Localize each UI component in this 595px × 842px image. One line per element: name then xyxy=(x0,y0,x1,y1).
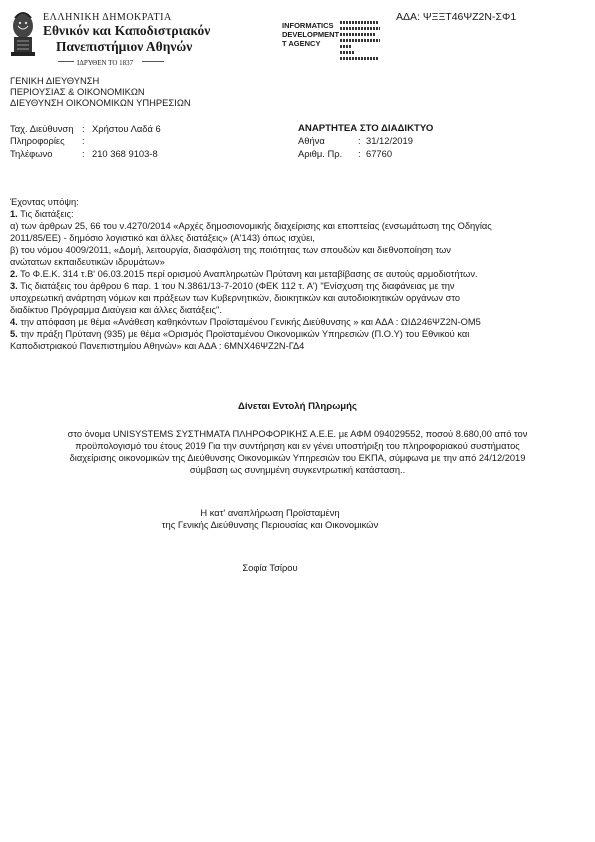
info-label: Πληροφορίες xyxy=(10,135,65,146)
payment-line: προϋπολογισμό του έτους 2019 Για την συντήρηση και εν γένει υποστήριξη του πληροφοριακού συστήματος xyxy=(75,441,520,451)
phone-value: 210 368 9103-8 xyxy=(92,148,158,159)
legal-basis-section xyxy=(10,196,590,352)
informatics-fine-print xyxy=(340,21,380,63)
department-line: ΓΕΝΙΚΗ ΔΙΕΥΘΥΝΣΗ xyxy=(10,75,100,86)
clause-number: 1. xyxy=(10,209,18,219)
payment-order-title: Δίνεται Εντολή Πληρωμής xyxy=(237,401,358,412)
clause-number: 4. xyxy=(10,317,18,327)
clause-number: 3. xyxy=(10,281,18,291)
phone-separator: : xyxy=(82,148,85,159)
payment-line: διαχείρισης οικονομικών της Διεύθυνσης Οικονομικών Υπηρεσιών του ΕΚΠΑ, σύμφωνα με την από 24/12/2019 xyxy=(69,453,526,463)
signatory-name: Σοφία Τσίρου xyxy=(242,562,298,573)
clause-text: την πράξη Πρύτανη (935) με θέμα «Ορισμός Προϊσταμένου Οικονομικών Υπηρεσιών (Π.Ο.Υ) του Εθνικού και xyxy=(17,329,470,339)
clause-5-line: Καποδιστριακού Πανεπιστημίου Αθηνών» και ΑΔΑ : 6ΜΝΧ46ΨΖ2Ν-ΓΔ4 xyxy=(10,341,305,351)
clause-3 xyxy=(10,280,590,292)
payment-line: στο όνομα UNISYSTEMS ΣΥΣΤΗΜΑΤΑ ΠΛΗΡΟΦΟΡΙΚΗΣ Α.Ε.Ε. με ΑΦΜ 094029552, ποσού 8.680,00 από τον xyxy=(67,429,528,439)
founded-rule-right xyxy=(142,61,164,62)
signatory-department: της Γενικής Διεύθυνσης Περιουσίας και Οικονομικών xyxy=(161,519,379,530)
clause-text: Το Φ.Ε.Κ. 314 τ.Β' 06.03.2015 περί ορισμού Αναπληρωτών Πρύτανη και μεταβίβασης σε αυτούς αρμοδιοτήτων. xyxy=(17,269,478,279)
clause-1b-line: ανώτατων εκπαιδευτικών ιδρυμάτων» xyxy=(10,257,165,267)
city-separator: : xyxy=(358,135,361,146)
protocol-label: Αριθμ. Πρ. xyxy=(298,148,343,159)
address-label: Ταχ. Διεύθυνση xyxy=(10,123,74,134)
clause-1a-line: 2011/85/ΕΕ) - δημόσιο λογιστικό και άλλες διατάξεις» (Α'143) όπως ισχύει, xyxy=(10,233,315,243)
header-university-name-line1: Εθνικόν και Καποδιστριακόν xyxy=(43,23,211,38)
payment-line: σύμβαση ως συνημμένη συγκεντρωτική κατάσταση.. xyxy=(189,465,406,475)
clause-1b-line: β) του νόμου 4009/2011, «Δομή, λειτουργία, διασφάλιση της ποιότητας των σπουδών και διεθνοποίηση των xyxy=(10,245,451,255)
clause-3-line: διαδίκτυο Πρόγραμμα Διαύγεια και άλλες διατάξεις". xyxy=(10,305,222,315)
clause-text: Τις διατάξεις: xyxy=(17,209,74,219)
department-line: ΠΕΡΙΟΥΣΙΑΣ & ΟΙΚΟΝΟΜΙΚΩΝ xyxy=(10,86,145,97)
signatory-title: Η κατ' αναπλήρωση Προϊσταμένη xyxy=(200,507,340,518)
ada-code-top: ΑΔΑ: ΨΞΞΤ46ΨΖ2Ν-ΣΦ1 xyxy=(396,11,517,23)
payment-paragraph xyxy=(0,428,595,476)
clause-1a-line: α) των άρθρων 25, 66 του ν.4270/2014 «Αρχές δημοσιονομικής διαχείρισης και εποπτείας (ενσωμάτωση της Οδηγίας xyxy=(10,221,492,231)
header-university-name-line2: Πανεπιστήμιον Αθηνών xyxy=(56,39,193,54)
clause-5 xyxy=(10,328,590,340)
clause-number: 2. xyxy=(10,269,18,279)
university-emblem-icon xyxy=(6,8,40,58)
informatics-word-1: INFORMATICS xyxy=(282,21,334,30)
clause-text: Τις διατάξεις του άρθρου 6 παρ. 1 του Ν.3861/13-7-2010 (ΦΕΚ 112 τ. Α') "Ενίσχυση της διαφάνειας με την xyxy=(17,281,455,291)
department-block xyxy=(10,75,191,108)
clause-3-line: υποχρεωτική ανάρτηση νόμων και πράξεων των Κυβερνητικών, διοικητικών και αυτοδιοικητικών οργάνων στο xyxy=(10,293,461,303)
phone-label: Τηλέφωνο xyxy=(10,148,53,159)
info-separator: : xyxy=(82,135,85,146)
address-value: Χρήστου Λαδά 6 xyxy=(92,123,161,134)
document-date: 31/12/2019 xyxy=(366,135,413,146)
city-label: Αθήνα xyxy=(298,135,325,146)
department-line: ΔΙΕΥΘΥΝΣΗ ΟΙΚΟΝΟΜΙΚΩΝ ΥΠΗΡΕΣΙΩΝ xyxy=(10,97,191,108)
informatics-word-3: T AGENCY xyxy=(282,39,321,48)
intro-line: Έχοντας υπόψη: xyxy=(10,197,79,207)
founded-rule-left xyxy=(58,61,74,62)
header-founded: ΙΔΡΥΘΕΝ ΤΟ 1837 xyxy=(77,59,134,67)
informatics-agency-logo xyxy=(282,21,339,48)
header-country: ΕΛΛΗΝΙΚΗ ΔΗΜΟΚΡΑΤΙΑ xyxy=(43,12,172,23)
address-separator: : xyxy=(82,123,85,134)
clause-number: 5. xyxy=(10,329,18,339)
clause-2 xyxy=(10,268,590,280)
protocol-separator: : xyxy=(358,148,361,159)
informatics-word-2: DEVELOPMENT xyxy=(282,30,340,39)
notice-title: ΑΝΑΡΤΗΤΕΑ ΣΤΟ ΔΙΑΔΙΚΤΥΟ xyxy=(298,123,434,134)
clause-1 xyxy=(10,208,590,220)
clause-text: την απόφαση με θέμα «Ανάθεση καθηκόντων Προϊσταμένου Γενικής Διεύθυνσης » και ΑΔΑ : ΩΙΔ246ΨΖ2Ν-ΟΜ5 xyxy=(17,317,481,327)
protocol-number: 67760 xyxy=(366,148,393,159)
clause-4 xyxy=(10,316,590,328)
